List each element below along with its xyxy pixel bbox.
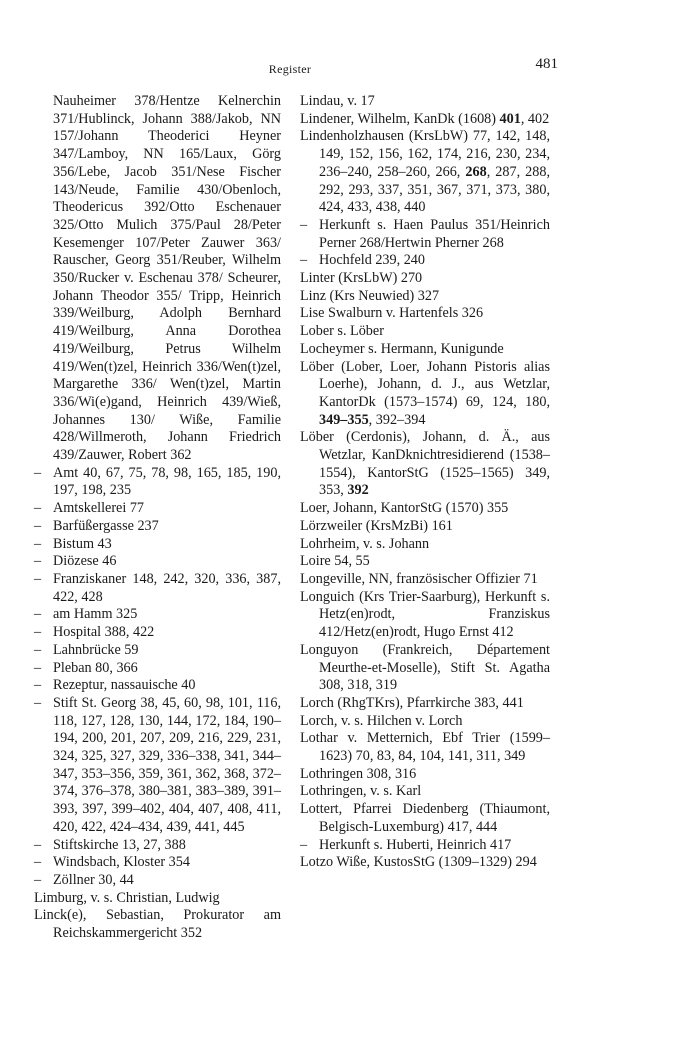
entry-text: Löber (Cerdonis), Johann, d. Ä., aus Wetzlar, KanDknichtresidierend (1538–1554), KantorStG (1525–1565) 349, 353,: [300, 429, 550, 499]
entry-text: Lotzo Wiße, KustosStG (1309–1329) 294: [300, 854, 537, 871]
index-subentry: [34, 500, 281, 518]
entry-text: Linz (Krs Neuwied) 327: [300, 287, 440, 304]
index-entry: [34, 890, 281, 908]
entry-text: Herkunft s. Huberti, Heinrich 417: [319, 836, 512, 853]
subentry-dash: –: [34, 570, 42, 587]
entry-text: Lothringen 308, 316: [300, 765, 417, 782]
index-entry: [34, 907, 281, 942]
index-subentry: [34, 553, 281, 571]
entry-text: Lahnbrücke 59: [53, 641, 139, 658]
entry-text: Linck(e), Sebastian, Prokurator am Reichskammergericht 352: [34, 907, 281, 942]
index-entry: [300, 801, 550, 836]
entry-text: Longuyon (Frankreich, Département Meurthe-et-Moselle), Stift St. Agatha 308, 318, 319: [300, 641, 550, 694]
entry-text: am Hamm 325: [53, 606, 138, 623]
index-entry: [300, 128, 550, 217]
entry-main-page-reference: 401: [499, 110, 521, 127]
index-subentry: [34, 872, 281, 890]
subentry-dash: –: [34, 659, 42, 676]
subentry-dash: –: [34, 624, 42, 641]
subentry-dash: –: [34, 677, 42, 694]
index-subentry: [300, 252, 550, 270]
entry-text: Lorch, v. s. Hilchen v. Lorch: [300, 712, 463, 729]
entry-text: Rezeptur, nassauische 40: [53, 677, 196, 694]
index-column-left: [34, 93, 281, 943]
subentry-dash: –: [34, 641, 42, 658]
entry-text-continued: , 392–394: [368, 411, 426, 428]
index-entry: [300, 518, 550, 536]
entry-text: Loire 54, 55: [300, 553, 370, 570]
entry-main-page-reference: 268: [465, 163, 487, 180]
index-subentry: [34, 571, 281, 606]
entry-text: Amtskellerei 77: [53, 500, 145, 517]
entry-text: Barfüßergasse 237: [53, 517, 159, 534]
entry-text: Lothringen, v. s. Karl: [300, 783, 422, 800]
page-number: 481: [535, 56, 558, 72]
entry-text: Lindenholzhausen (KrsLbW) 77, 142, 148, 149, 152, 156, 162, 174, 216, 230, 234, 236–240, 258–260, 266,: [300, 128, 550, 180]
index-entry: [300, 305, 550, 323]
entry-text: Longeville, NN, französischer Offizier 71: [300, 570, 538, 587]
index-subentry: [300, 837, 550, 855]
entry-text: Löber (Lober, Loer, Johann Pistoris alias Loerhe), Johann, d. J., aus Wetzlar, KantorDk (1573–1574) 69, 124, 180,: [300, 358, 550, 410]
index-entry: [300, 589, 550, 642]
index-entry: [300, 323, 550, 341]
entry-text: Longuich (Krs Trier-Saarburg), Herkunft s. Hetz(en)rodt, Franziskus 412/Hetz(en)rodt, Hugo Ernst 412: [300, 588, 550, 641]
index-subentry: [34, 837, 281, 855]
entry-text: Stift St. Georg 38, 45, 60, 98, 101, 116, 118, 127, 128, 130, 144, 172, 184, 190–194, 200, 201, 207, 209, 216, 229, 231, 324, 325, 327, 329, 336–338, 341, 344–347, 353–356, 359, 361, 362, 368, 372–374, 376–378, 380–381, 383–389, 391–393, 397, 399–402, 404, 407, 408, 411, 420, 422, 424–434, 439, 441, 445: [53, 694, 281, 835]
subentry-dash: –: [34, 517, 42, 534]
entry-text: Lörzweiler (KrsMzBi) 161: [300, 517, 453, 534]
index-subentry: [34, 642, 281, 660]
entry-text: Lothar v. Metternich, Ebf Trier (1599–1623) 70, 83, 84, 104, 141, 311, 349: [300, 730, 550, 765]
page-header: [0, 56, 700, 80]
subentry-dash: –: [300, 216, 308, 233]
entry-text: Diözese 46: [53, 553, 117, 570]
index-subentry: [34, 536, 281, 554]
index-subentry: [34, 854, 281, 872]
entry-text: Nauheimer 378/Hentze Kelnerchin 371/Hublinck, Johann 388/Jakob, NN 157/Johann Theoderici Heyner 347/Lamboy, NN 165/Laux, Görg 356/Lebe, Jacob 351/Nese Fischer 143/Neude, Familie 430/Obenloch, Theodericus 392/Otto Eschenauer 325/Otto Mulich 375/Paul 28/Peter Kesemenger 107/Peter Zauwer 363/ Rauscher, Georg 351/Reuber, Wilhelm 350/Rucker v. Eschenau 378/ Scheurer, Johann Theodor 355/ Tripp, Heinrich 339/Weilburg, Adolph Bernhard 419/Weilburg, Anna Dorothea 419/Weilburg, Petrus Wilhelm 419/Wen(t)zel, Heinrich 336/Wen(t)zel, Margarethe 336/ Wen(t)zel, Martin 336/Wi(e)gand, Heinrich 439/Wieß, Johannes 130/ Wiße, Familie 428/Willmeroth, Johann Friedrich 439/Zauwer, Robert 362: [53, 93, 281, 464]
index-entry: [300, 642, 550, 695]
entry-text: Lorch (RhgTKrs), Pfarrkirche 383, 441: [300, 694, 524, 711]
index-subentry: [34, 677, 281, 695]
entry-text: Hospital 388, 422: [53, 624, 155, 641]
entry-text: Lindau, v. 17: [300, 93, 375, 109]
index-subentry: [34, 518, 281, 536]
index-subentry: [34, 695, 281, 837]
index-entry: [300, 359, 550, 430]
index-entry: [300, 730, 550, 765]
entry-text: Herkunft s. Haen Paulus 351/Heinrich Perner 268/Hertwin Pherner 268: [319, 216, 550, 251]
entry-text: Hochfeld 239, 240: [319, 252, 425, 269]
entry-text: Franziskaner 148, 242, 320, 336, 387, 422, 428: [53, 570, 281, 605]
index-entry: [300, 695, 550, 713]
index-entry: [300, 571, 550, 589]
index-entry: [300, 553, 550, 571]
subentry-dash: –: [300, 252, 308, 269]
subentry-dash: –: [34, 464, 42, 481]
subentry-dash: –: [34, 836, 42, 853]
index-entry: [300, 500, 550, 518]
entry-text: Lober s. Löber: [300, 323, 384, 340]
index-entry: [300, 270, 550, 288]
entry-text-continued: , 402: [520, 110, 550, 127]
index-entry: [300, 341, 550, 359]
entry-text: Lise Swalburn v. Hartenfels 326: [300, 305, 484, 322]
index-entry: [300, 766, 550, 784]
subentry-dash: –: [34, 854, 42, 871]
index-column-right: [300, 93, 550, 872]
entry-text: Zöllner 30, 44: [53, 871, 134, 888]
entry-text: Linter (KrsLbW) 270: [300, 270, 423, 287]
subentry-dash: –: [34, 500, 42, 517]
entry-text: Lindener, Wilhelm, KanDk (1608): [300, 110, 500, 127]
subentry-dash: –: [34, 694, 42, 711]
index-entry: [300, 429, 550, 500]
index-entry: [34, 93, 281, 465]
entry-text: Bistum 43: [53, 535, 112, 552]
index-subentry: [34, 465, 281, 500]
index-subentry: [34, 624, 281, 642]
entry-text: Locheymer s. Hermann, Kunigunde: [300, 340, 504, 357]
subentry-dash: –: [34, 553, 42, 570]
subentry-dash: –: [34, 606, 42, 623]
entry-text: Amt 40, 67, 75, 78, 98, 165, 185, 190, 197, 198, 235: [53, 464, 281, 499]
index-entry: [300, 111, 550, 129]
index-entry: [300, 854, 550, 872]
entry-text: Lottert, Pfarrei Diedenberg (Thiaumont, Belgisch-Luxemburg) 417, 444: [300, 801, 550, 835]
index-entry: [300, 288, 550, 306]
index-entry: [300, 713, 550, 731]
index-entry: [300, 536, 550, 554]
index-subentry: [34, 606, 281, 624]
entry-text: Pleban 80, 366: [53, 659, 138, 676]
entry-main-page-reference: 392: [347, 482, 369, 499]
running-head: Register: [268, 62, 312, 76]
entry-text-continued: , 287, 288, 292, 293, 337, 351, 367, 371, 373, 380, 424, 433, 438, 440: [319, 163, 551, 216]
index-subentry: [34, 660, 281, 678]
index-subentry: [300, 217, 550, 252]
entry-text: Windsbach, Kloster 354: [53, 854, 190, 871]
subentry-dash: –: [300, 836, 308, 853]
entry-text: Stiftskirche 13, 27, 388: [53, 836, 186, 853]
entry-text: Loer, Johann, KantorStG (1570) 355: [300, 500, 509, 517]
entry-text: Limburg, v. s. Christian, Ludwig: [34, 889, 220, 906]
subentry-dash: –: [34, 535, 42, 552]
index-entry: [300, 783, 550, 801]
index-entry: [300, 93, 550, 111]
subentry-dash: –: [34, 871, 42, 888]
entry-main-page-reference: 349–355: [319, 411, 369, 428]
entry-text: Lohrheim, v. s. Johann: [300, 535, 430, 552]
